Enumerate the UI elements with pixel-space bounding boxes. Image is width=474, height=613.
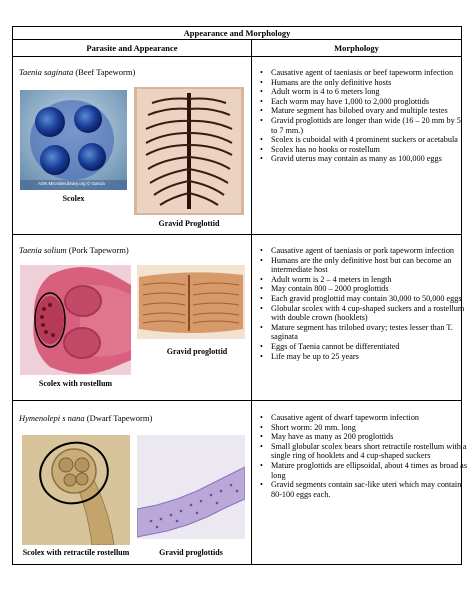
scolex-image [22, 435, 130, 545]
morphology-table [12, 26, 468, 565]
gravid-proglottid-image [137, 265, 245, 339]
table-row-taenia-saginata [13, 56, 461, 234]
list-item: • Causative agent of taeniasis or beef tapeworm infection [271, 68, 467, 78]
list-item: • Mature proglottids are ellipsoidal, about 4 times as broad as long [271, 461, 467, 480]
parasite-name: Taenia saginata (Beef Tapeworm) [19, 67, 136, 77]
morphology-list [257, 68, 467, 164]
list-item: • Globular scolex with 4 cup-shaped suckers and a rostellum with double crown (hooklets) [271, 304, 467, 323]
list-item: • Short worm: 20 mm. long [271, 423, 467, 433]
scolex-image [20, 90, 127, 190]
table-header-row [13, 39, 461, 56]
morphology-list [257, 413, 467, 499]
list-item: • Small globular scolex bears short retractile rostellum with a single ring of hooklets and 4 cup-shaped suckers [271, 442, 467, 461]
list-item: • Gravid uterus may contain as many as 100,000 eggs [271, 154, 467, 164]
list-item: • Each worm may have 1,000 to 2,000 proglottids [271, 97, 467, 107]
morphology-list [257, 246, 467, 361]
image-caption: Gravid Proglottid [158, 219, 220, 228]
table-row-hymenolepis-nana [13, 400, 468, 565]
table-row-taenia-solium [13, 234, 465, 400]
header-morphology: Morphology [334, 43, 379, 53]
gravid-proglottid-image [134, 87, 244, 215]
list-item: • Eggs of Taenia cannot be differentiated [271, 342, 467, 352]
header-parasite: Parasite and Appearance [86, 43, 178, 53]
image-caption: Scolex [62, 194, 85, 203]
image-caption: Scolex with retractile rostellum [22, 548, 130, 557]
parasite-name: Hymenolepi s nana (Dwarf Tapeworm) [19, 413, 153, 423]
list-item: • Adult worm is 4 to 6 meters long [271, 87, 467, 97]
table-caption: Appearance and Morphology [183, 28, 291, 38]
image-caption: Gravid proglottid [166, 347, 228, 356]
list-item: • Causative agent of taeniasis or pork tapeworm infection [271, 246, 467, 256]
list-item: • Humans are the only definitive host but can become an intermediate host [271, 256, 467, 275]
parasite-name: Taenia solium (Pork Tapeworm) [19, 245, 129, 255]
gravid-proglottids-image [137, 435, 245, 539]
list-item: • Causative agent of dwarf tapeworm infection [271, 413, 467, 423]
list-item: • Scolex has no hooks or rostellum [271, 145, 467, 155]
list-item: • Scolex is cuboidal with 4 prominent suckers or acetabula [271, 135, 467, 145]
image-caption: Scolex with rostellum [38, 379, 113, 388]
list-item: • Mature segment has trilobed ovary; testes lesser than T. saginata [271, 323, 467, 342]
image-watermark: ASN MicrobeLibrary.org © Garcia [38, 181, 105, 186]
list-item: • Adult worm is 2 – 4 meters in length [271, 275, 467, 285]
list-item: • Humans are the only definitive hosts [271, 78, 467, 88]
list-item: • Gravid proglottids are longer than wide (16 – 20 mm by 5 to 7 mm.) [271, 116, 467, 135]
list-item: • Mature segment has bilobed ovary and multiple testes [271, 106, 467, 116]
list-item: • Gravid segments contain sac-like uteri which may contain 80-100 eggs each. [271, 480, 467, 499]
scolex-image [20, 265, 131, 375]
list-item: • Life may be up to 25 years [271, 352, 467, 362]
image-caption: Gravid proglottids [159, 548, 223, 557]
list-item: • May contain 800 – 2000 proglottids [271, 284, 467, 294]
list-item: • Each gravid proglottid may contain 30,000 to 50,000 eggs [271, 294, 467, 304]
list-item: • May have as many as 200 proglottids [271, 432, 467, 442]
